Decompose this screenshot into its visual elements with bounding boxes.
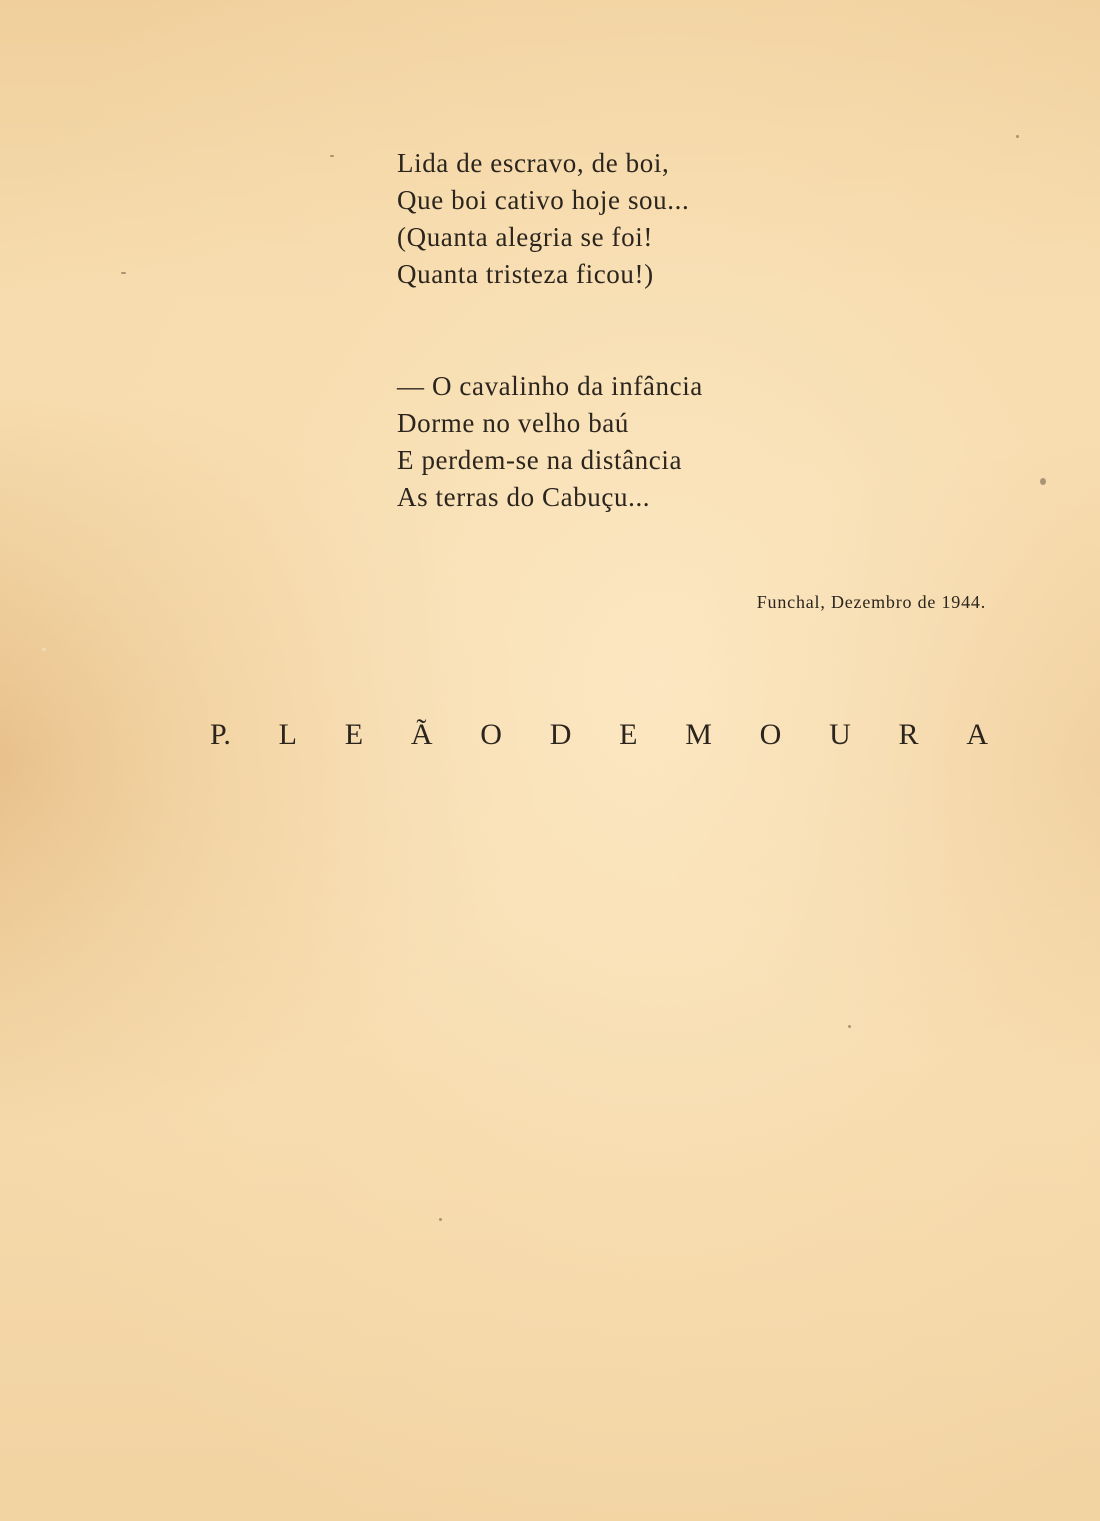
poem-line: Lida de escravo, de boi, [397, 148, 670, 178]
author-letter: D [549, 718, 572, 751]
paper-speck [1040, 478, 1046, 485]
author-letter: M [685, 718, 712, 751]
poem-stanza-1 [397, 145, 689, 293]
poem-line: Quanta tristeza ficou!) [397, 259, 654, 289]
poem-line: Que boi cativo hoje sou... [397, 185, 690, 215]
author-name [210, 718, 988, 752]
paper-speck [330, 155, 334, 157]
poem-line: (Quanta alegria se foi! [397, 222, 653, 252]
author-letter: P. [210, 718, 231, 751]
paper-speck [439, 1218, 442, 1221]
author-letter: E [344, 718, 364, 751]
poem-line: E perdem-se na distância [397, 445, 683, 475]
paper-speck [42, 648, 46, 651]
author-letter: Ã [410, 718, 433, 751]
author-letter: R [898, 718, 919, 751]
author-letter: O [759, 718, 782, 751]
author-letter: O [480, 718, 502, 751]
author-letter: E [619, 718, 638, 751]
paper-speck [121, 272, 126, 274]
poem-line: Dorme no velho baú [397, 408, 629, 438]
paper-speck [848, 1025, 851, 1028]
place-and-date: Funchal, Dezembro de 1944. [756, 592, 986, 612]
paper-speck [1016, 135, 1019, 138]
author-letter: U [829, 718, 851, 751]
poem-line: As terras do Cabuçu... [397, 482, 651, 512]
author-letter: L [278, 718, 297, 751]
poem-stanza-2 [397, 368, 703, 516]
poem-line: — O cavalinho da infância [397, 371, 703, 401]
author-letter: A [966, 718, 988, 751]
